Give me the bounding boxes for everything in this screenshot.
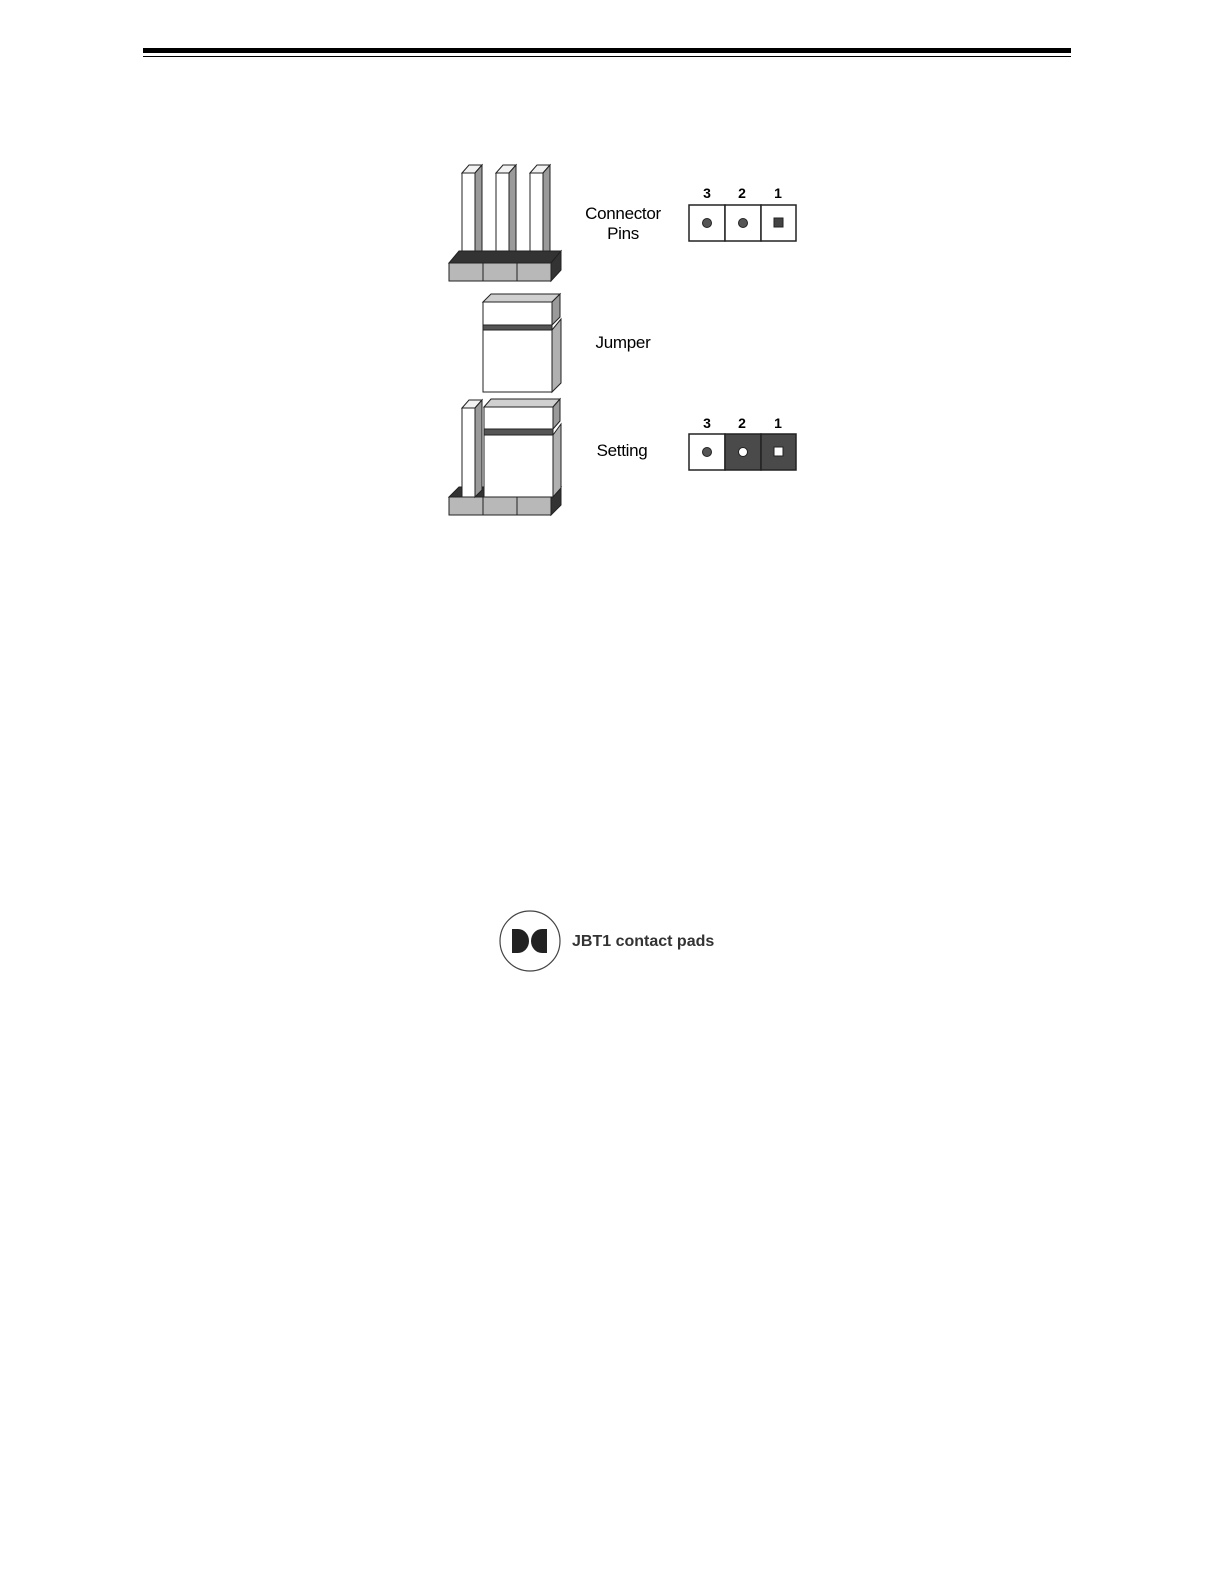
pin-header-schematic-open (689, 205, 796, 241)
pin-number-3-setting: 3 (703, 415, 711, 431)
connector-pins-drawing (449, 165, 561, 281)
jumper-drawing (483, 294, 561, 392)
connector-pins-label: Connector Pins (585, 204, 661, 243)
pin-number-1-setting: 1 (774, 415, 782, 431)
setting-drawing (449, 399, 561, 515)
pin-number-2-setting: 2 (738, 415, 746, 431)
pin-number-3-top: 3 (703, 185, 711, 201)
jumper-label: Jumper (595, 333, 651, 352)
pin-number-1-top: 1 (774, 185, 782, 201)
setting-label: Setting (596, 441, 648, 460)
pin-header-schematic-setting (689, 434, 796, 470)
contact-pads-label: JBT1 contact pads (572, 933, 715, 950)
pin-number-2-top: 2 (738, 185, 746, 201)
contact-pads-icon (500, 911, 560, 971)
